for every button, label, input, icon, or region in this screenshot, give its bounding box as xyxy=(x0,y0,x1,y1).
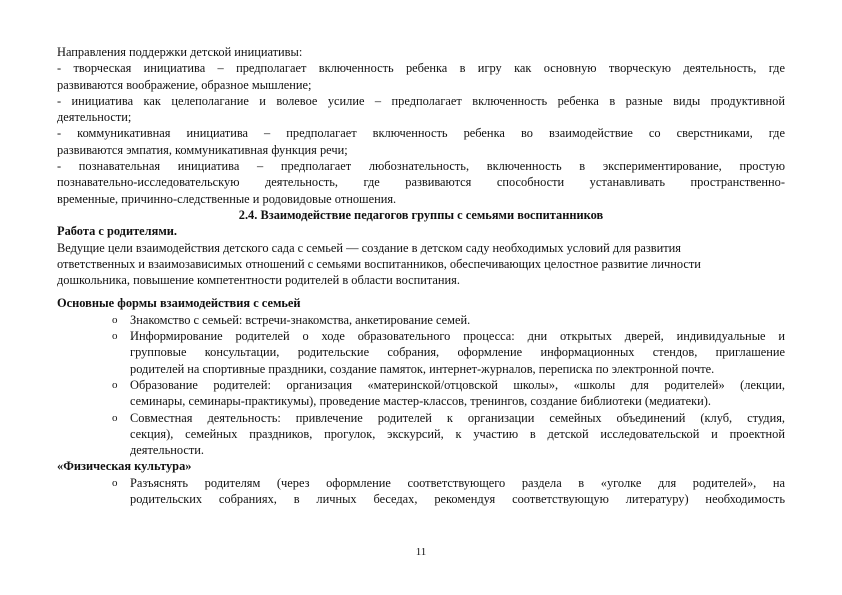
bullet-mark: o xyxy=(112,476,118,489)
list-item xyxy=(112,377,785,410)
forms-heading: Основные формы взаимодействия с семьей xyxy=(57,296,301,311)
physical-culture-heading: «Физическая культура» xyxy=(57,459,192,474)
paragraph-line: Направления поддержки детской инициативы: xyxy=(57,45,303,59)
list-item-line: родительских собраниях, в личных беседах, рекомендуя соответствующую литературу) необходимость xyxy=(130,492,785,507)
paragraph-line: развиваются воображение, образное мышление; xyxy=(57,77,312,92)
list-item xyxy=(112,328,785,377)
list-item-line: Информирование родителей о ходе образовательного процесса: дни открытых дверей, индивидуальные и xyxy=(130,329,785,344)
paragraph-line: деятельности; xyxy=(57,110,132,125)
list-item xyxy=(112,475,785,508)
list-item xyxy=(112,312,785,328)
list-item-line: групповые консультации, родительские собрания, оформление информационных стендов, приглашение xyxy=(130,345,785,360)
bullet-mark: o xyxy=(112,378,118,391)
list-item-line: Образование родителей: организация «материнской/отцовской школы», «школы для родителей» (лекции, xyxy=(130,377,785,392)
list-item-line: семинары, семинары-практикумы), проведение мастер-классов, тренингов, создание библиотеки (медиатеки). xyxy=(130,394,712,409)
bullet-mark: o xyxy=(112,330,118,343)
paragraph-line: развиваются эмпатия, коммуникативная функция речи; xyxy=(57,142,348,157)
paragraph-line: - творческая инициатива – предполагает включенность ребенка в игру как основную творческую деятельность, где xyxy=(57,61,785,76)
paragraph-line: познавательно-исследовательскую деятельность, где развиваются способности устанавливать пространственно- xyxy=(57,175,785,190)
page-content xyxy=(57,44,785,507)
list-item-line: секция), семейных праздников, прогулок, экскурсий, к участию в детской исследовательской и проектной xyxy=(130,426,785,441)
list-item-line: Разъяснять родителям (через оформление соответствующего раздела в «уголке для родителей», на xyxy=(130,475,785,490)
paragraph-line: - коммуникативная инициатива – предполагает включенность ребенка во взаимодействие со сверстниками, где xyxy=(57,126,785,141)
section-title: 2.4. Взаимодействие педагогов группы с семьями воспитанников xyxy=(238,207,604,222)
paragraph-line: - инициатива как целеполагание и волевое усилие – предполагает включенность ребенка в разные виды продуктивной xyxy=(57,93,785,108)
intro-line: Ведущие цели взаимодействия детского сада с семьей — создание в детском саду необходимых условий для развития xyxy=(57,240,682,255)
paragraph-line: - познавательная инициатива – предполагает любознательность, включенность в экспериментирование, простую xyxy=(57,159,785,174)
spacer xyxy=(57,288,785,295)
intro-line: ответственных и взаимозависимых отношений с семьями воспитанников, обеспечивающих целостное развитие личности xyxy=(57,256,701,271)
list-item xyxy=(112,410,785,459)
list-item-line: Совместная деятельность: привлечение родителей к организации семейных объединений (клуб, студия, xyxy=(130,410,785,425)
subheading: Работа с родителями. xyxy=(57,224,178,239)
bullet-mark: o xyxy=(112,313,118,326)
list-item-line: Знакомство с семьей: встречи-знакомства, анкетирование семей. xyxy=(130,312,471,327)
bullet-mark: o xyxy=(112,411,118,424)
paragraph-line: временные, причинно-следственные и родовидовые отношения. xyxy=(57,191,397,206)
page-number: 11 xyxy=(415,546,427,558)
intro-line: дошкольника, повышение компетентности родителей в области воспитания. xyxy=(57,273,460,288)
list-item-line: деятельности. xyxy=(130,443,205,458)
list-item-line: родителей на спортивные праздники, создание памяток, интернет-журналов, переписка по электронной почте. xyxy=(130,361,715,376)
